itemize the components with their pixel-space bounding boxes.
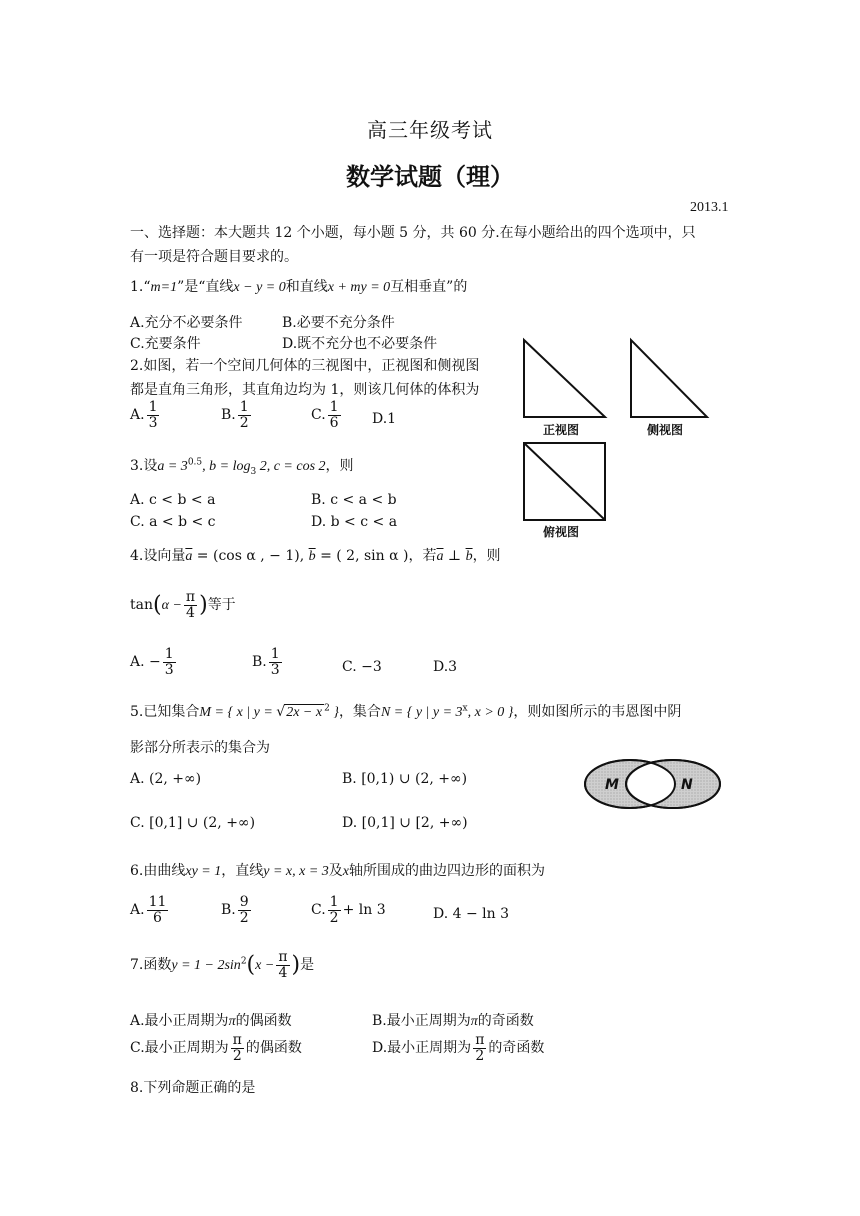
- venn-diagram: [583, 756, 723, 812]
- question-8: 8.下列命题正确的是: [130, 1080, 256, 1096]
- q5-option-c: C. [0,1] ∪ (2, +∞): [130, 815, 256, 831]
- q1-option-b: B.必要不充分条件: [282, 315, 395, 331]
- front-view-triangle: [524, 340, 605, 417]
- q3-option-d: D. b < c < a: [311, 514, 398, 530]
- q7-option-c: C.最小正周期为 $\frac{\pi}{2}$ 的偶函数: [130, 1032, 302, 1064]
- q4-option-d: D.3: [433, 659, 458, 675]
- q2-line2: 都是直角三角形，其直角边均为 1，则该几何体的体积为: [130, 382, 480, 398]
- exam-title: 数学试题（理）: [346, 163, 514, 191]
- q5-line2: 影部分所表示的集合为: [130, 740, 270, 756]
- top-view-label: 俯视图: [543, 525, 580, 539]
- venn-label-m: M: [605, 777, 619, 793]
- q1-text-b: ”是“直线: [177, 279, 234, 295]
- top-view-diagonal: [524, 443, 605, 520]
- question-5: 5.已知集合M = { x | y = √2x − x $^2$ }，集合N = { y | $y = 3^x$, x > 0 }，则如图所示的韦恩图中阴: [130, 703, 682, 720]
- q1-condition: m=1: [150, 280, 178, 295]
- q6-option-c: C. $\frac{1}{2}$ + ln 3: [311, 894, 386, 926]
- q3-option-b: B. c < a < b: [311, 492, 397, 508]
- front-view-label: 正视图: [543, 423, 580, 437]
- q6-option-a: A. $\frac{11}{6}$: [130, 894, 167, 926]
- q1-option-c: C.充要条件: [130, 336, 201, 352]
- question-7: 7.函数$y = 1 - 2\sin^2(x$ − $\frac{\pi}{4}$ )是: [130, 949, 315, 981]
- q1-line2: x + my = 0: [327, 280, 391, 295]
- q1-text-d: 互相垂直”的: [390, 279, 468, 295]
- q2-line1: 2.如图，若一个空间几何体的三视图中，正视图和侧视图: [130, 358, 480, 374]
- question-3: 3.设$a = 3^{0.5}$, $b = \log_3 2$, c = cos 2，则: [130, 457, 354, 477]
- q6-option-b: B. $\frac{9}{2}$: [221, 894, 249, 926]
- q4-option-b: B. $\frac{1}{3}$: [252, 646, 280, 678]
- question-6: 6.由曲线xy = 1，直线y = x, x = 3及x轴所围成的曲边四边形的面积为: [130, 863, 545, 879]
- q1-option-a: A.充分不必要条件: [130, 315, 243, 331]
- q5-option-a: A. (2, +∞): [130, 771, 202, 787]
- q1-option-d: D.既不充分也不必要条件: [282, 336, 438, 352]
- question-4: 4.设向量$\overline{a} = (\cos$ α , − 1), $\overline{b}$ = ( 2, sin α )，若$\overline{a}$ ⊥ $\overline{b}$，则: [130, 548, 501, 564]
- exam-date: 2013.1: [690, 200, 729, 215]
- q7-option-a: A.最小正周期为π的偶函数: [130, 1013, 292, 1029]
- exam-subtitle: 高三年级考试: [367, 118, 493, 142]
- q4-option-a: A. − $\frac{1}{3}$: [130, 646, 174, 678]
- q7-option-b: B.最小正周期为π的奇函数: [372, 1013, 534, 1029]
- q4-option-c: C. −3: [342, 659, 382, 675]
- q1-number: 1.: [130, 279, 144, 295]
- three-view-figure: [515, 335, 755, 545]
- section-intro-line1: 一、选择题：本大题共 12 个小题，每小题 5 分，共 60 分.在每小题给出的四个选项中，只: [130, 225, 696, 241]
- q6-option-d: D. 4 − ln 3: [433, 906, 510, 922]
- q2-option-d: D.1: [372, 411, 397, 427]
- q5-option-d: D. [0,1] ∪ [2, +∞): [342, 815, 468, 831]
- q2-option-b: B. $\frac{1}{2}$: [221, 399, 249, 431]
- venn-label-n: N: [681, 777, 693, 793]
- q2-option-a: A. $\frac{1}{3}$: [130, 399, 158, 431]
- q2-option-c: C. $\frac{1}{6}$: [311, 399, 339, 431]
- q1-text-c: 和直线: [285, 279, 328, 295]
- q4-tan-expression: tan(α − $\frac{\pi}{4}$ )等于: [130, 589, 236, 621]
- q7-option-d: D.最小正周期为 $\frac{\pi}{2}$ 的奇函数: [372, 1032, 545, 1064]
- side-view-label: 侧视图: [647, 423, 684, 437]
- section-intro-line2: 有一项是符合题目要求的。: [130, 249, 298, 265]
- q5-option-b: B. [0,1) ∪ (2, +∞): [342, 771, 468, 787]
- q3-option-c: C. a < b < c: [130, 514, 216, 530]
- q1-line1: x − y = 0: [233, 280, 286, 295]
- question-1: [130, 276, 467, 296]
- side-view-triangle: [631, 340, 707, 417]
- q1-text-a: “: [143, 279, 151, 295]
- q3-option-a: A. c < b < a: [130, 492, 216, 508]
